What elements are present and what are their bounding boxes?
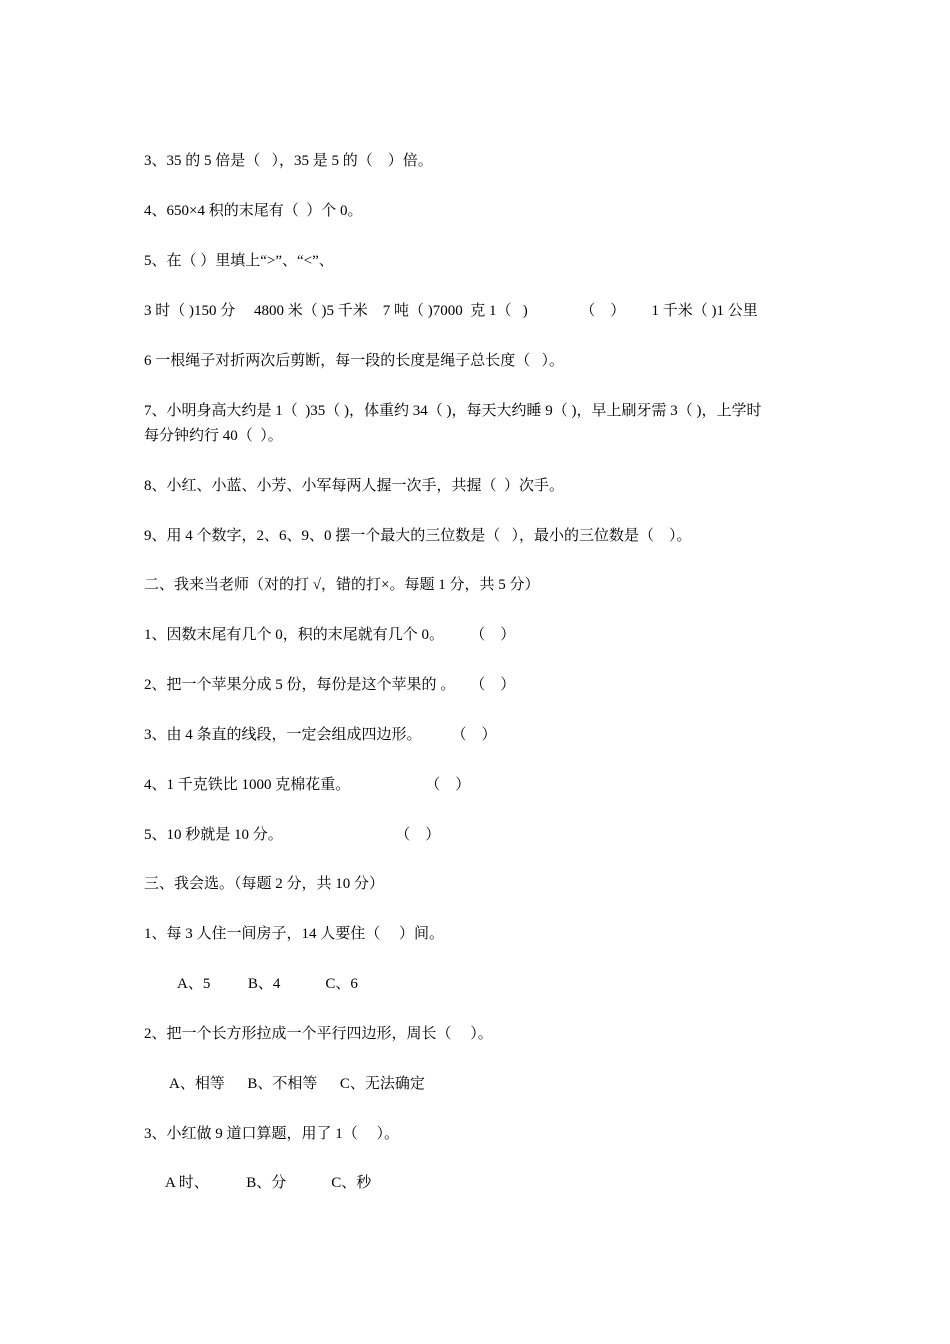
- choice-2: 2、把一个长方形拉成一个平行四边形，周长（ ）。: [144, 1026, 493, 1042]
- choice-3: 3、小红做 9 道口算题，用了 1（ ）。: [144, 1126, 400, 1142]
- question-9: 9、用 4 个数字，2、6、9、0 摆一个最大的三位数是（ ），最小的三位数是（ ）。: [144, 528, 692, 544]
- question-8: 8、小红、小蓝、小芳、小军每两人握一次手，共握（ ）次手。: [144, 478, 565, 494]
- question-5: 5、在（ ）里填上“>”、“<”、: [144, 253, 334, 269]
- judge-4: 4、1 千克铁比 1000 克棉花重。 （ ）: [144, 777, 471, 793]
- question-6: 6 一根绳子对折两次后剪断，每一段的长度是绳子总长度（ ）。: [144, 353, 565, 369]
- question-7-line-1: 7、小明身高大约是 1（ )35（ )，体重约 34（ )，每天大约睡 9（ )，早上刷牙需 3（ )，上学时: [144, 403, 762, 419]
- question-4: 4、650×4 积的末尾有（ ）个 0。: [144, 203, 363, 219]
- choice-1: 1、每 3 人住一间房子，14 人要住（ ）间。: [144, 926, 445, 942]
- question-3: 3、35 的 5 倍是（ ），35 是 5 的（ ）倍。: [144, 153, 433, 169]
- judge-2: 2、把一个苹果分成 5 份，每份是这个苹果的 。 （ ）: [144, 677, 516, 693]
- question-7-line-2: 每分钟约行 40（ ）。: [144, 428, 283, 444]
- choice-3-options: A 时、 B、分 C、秒: [165, 1175, 372, 1191]
- question-5-items: 3 时（ )150 分 4800 米（ )5 千米 7 吨（ )7000 克 1（ ) （ ） 1 千米（ )1 公里: [144, 303, 758, 319]
- choice-1-options: A、5 B、4 C、6: [177, 976, 358, 992]
- judge-5: 5、10 秒就是 10 分。 （ ）: [144, 827, 441, 843]
- section-2-heading: 二、我来当老师（对的打 √，错的打×。每题 1 分，共 5 分）: [144, 577, 540, 593]
- judge-1: 1、因数末尾有几个 0，积的末尾就有几个 0。 （ ）: [144, 627, 516, 643]
- section-3-heading: 三、我会选。（每题 2 分，共 10 分）: [144, 876, 385, 892]
- judge-3: 3、由 4 条直的线段，一定会组成四边形。 （ ）: [144, 727, 497, 743]
- choice-2-options: A、相等 B、不相等 C、无法确定: [169, 1076, 425, 1092]
